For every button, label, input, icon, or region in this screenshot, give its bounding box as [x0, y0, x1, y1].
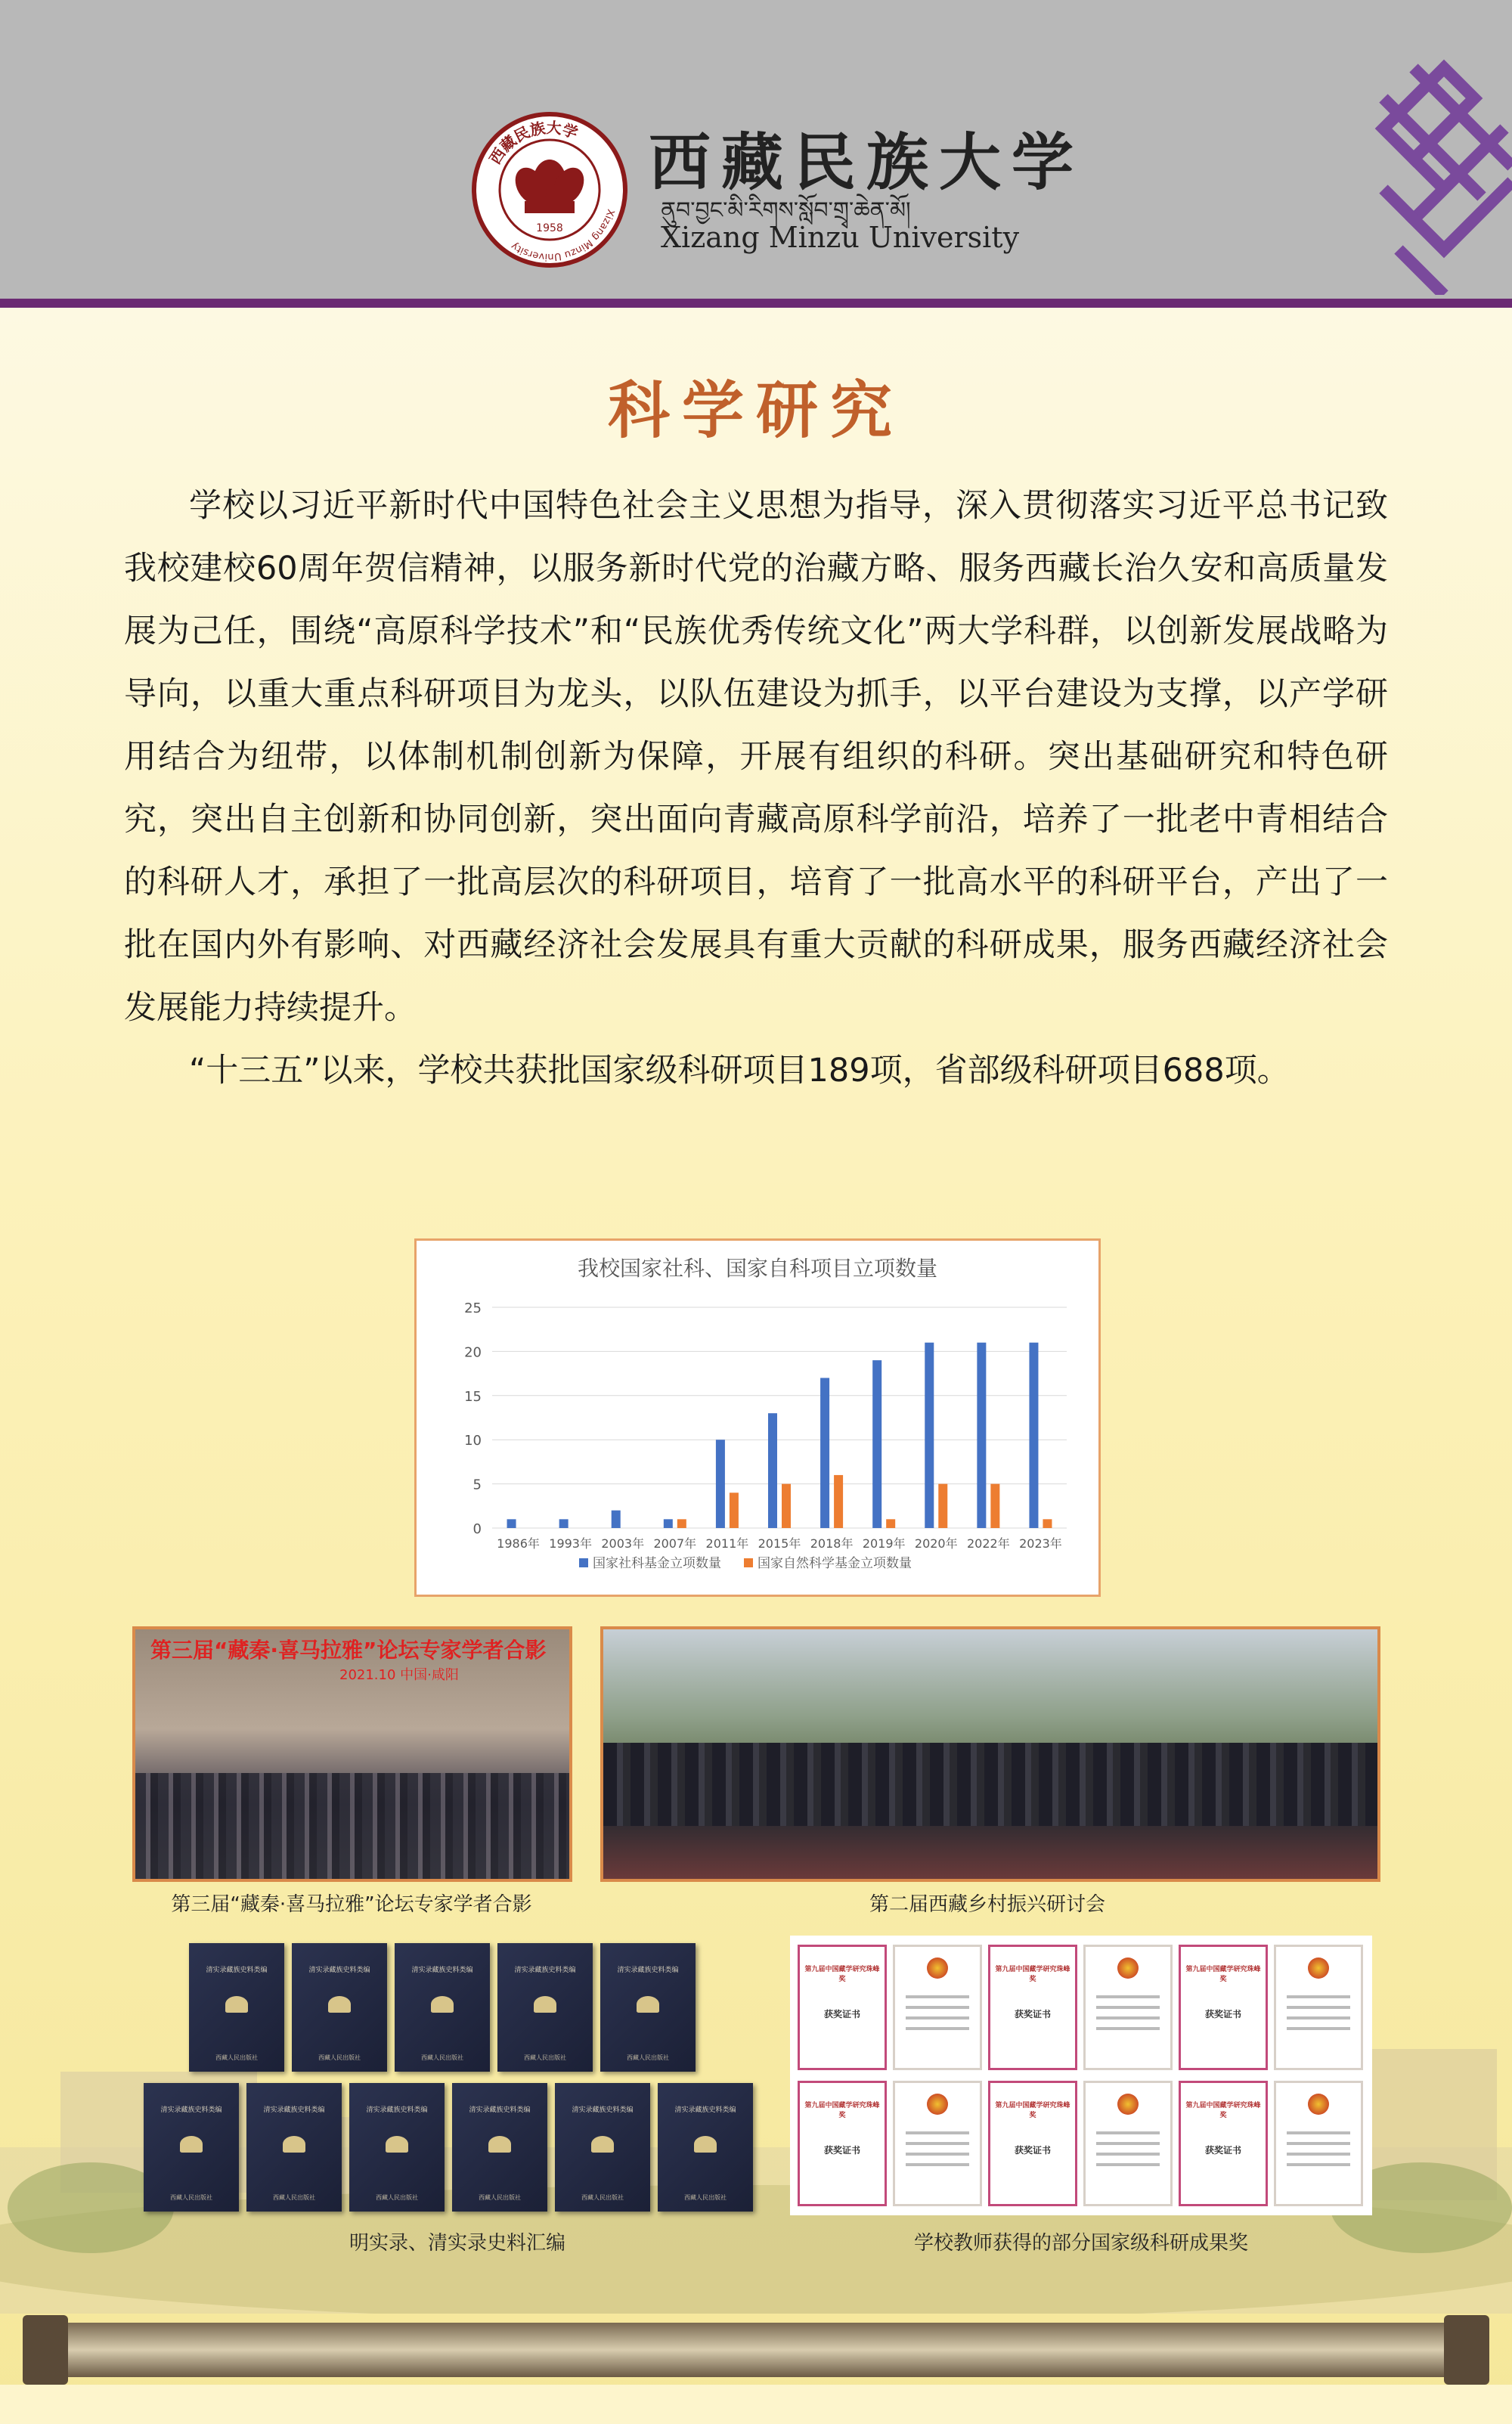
- national-emblem-icon: [927, 2094, 948, 2115]
- book-cover: [600, 1943, 696, 2072]
- chart-ytick-label: 0: [472, 1521, 482, 1537]
- certificate-text-line: [906, 2142, 969, 2145]
- certificate-title: 获奖证书: [1014, 2145, 1051, 2156]
- certificate-page: [1083, 1945, 1173, 2070]
- chart-bar: [925, 1343, 934, 1528]
- certificate-text-line: [1287, 2153, 1350, 2156]
- certificates-collage: [790, 1936, 1372, 2215]
- certificate-title: 获奖证书: [1204, 2009, 1241, 2019]
- certificate-page: [893, 1945, 982, 2070]
- chart-bar: [716, 1440, 725, 1528]
- forum-photo-crowd: [135, 1773, 569, 1879]
- book-cover: [246, 2083, 342, 2212]
- certificate-text-line: [906, 2016, 969, 2019]
- chart-xtick-label: 2003年: [601, 1536, 645, 1551]
- forum-group-photo: [132, 1626, 572, 1882]
- seal-year: 1958: [536, 222, 563, 234]
- certificate-award-name: 第九届中国藏学研究珠峰奖: [1185, 1966, 1261, 1983]
- book-emblem-icon: [591, 2136, 614, 2153]
- award-certificate: [798, 2081, 887, 2206]
- book-cover: [292, 1943, 387, 2072]
- national-emblem-icon: [927, 1957, 948, 1979]
- chart-title: 我校国家社科、国家自科项目立项数量: [577, 1256, 938, 1281]
- book-cover: [189, 1943, 284, 2072]
- certificate-text-line: [1287, 2163, 1350, 2166]
- book-title: 清实录藏族史料类编: [366, 2106, 428, 2114]
- book-title: 清实录藏族史料类编: [469, 2106, 531, 2114]
- certificate-text-line: [1096, 1995, 1160, 1998]
- certificate-text-line: [1287, 2131, 1350, 2134]
- chart-bar: [507, 1519, 516, 1528]
- book-emblem-icon: [180, 2136, 203, 2153]
- chart-xtick-label: 2022年: [966, 1536, 1010, 1551]
- book-cover: [395, 1943, 490, 2072]
- forum-photo-caption: 第三届“藏秦·喜马拉雅”论坛专家学者合影: [171, 1893, 532, 1916]
- chart-bar: [834, 1475, 843, 1528]
- certificate-page: [1274, 2081, 1363, 2206]
- book-emblem-icon: [225, 1996, 248, 2013]
- chart-legend-swatch: [579, 1558, 588, 1567]
- certificate-award-name: 第九届中国藏学研究珠峰奖: [995, 1966, 1070, 1983]
- chart-xtick-label: 1986年: [497, 1536, 540, 1551]
- chart-bar: [872, 1360, 881, 1528]
- certificate-text-line: [1287, 2016, 1350, 2019]
- book-title: 清实录藏族史料类编: [160, 2106, 222, 2114]
- certificate-text-line: [1096, 2006, 1160, 2009]
- chart-bar: [664, 1519, 673, 1528]
- chart-xtick-label: 2019年: [862, 1536, 906, 1551]
- book-title: 清实录藏族史料类编: [263, 2106, 325, 2114]
- chart-ytick-label: 10: [464, 1433, 482, 1449]
- chart-legend-label: 国家自然科学基金立项数量: [758, 1556, 912, 1571]
- certificate-text-line: [1096, 2016, 1160, 2019]
- book-cover: [452, 2083, 547, 2212]
- book-publisher: 西藏人民出版社: [581, 2194, 624, 2201]
- book-publisher: 西藏人民出版社: [215, 2054, 258, 2061]
- certificate-text-line: [906, 2006, 969, 2009]
- book-cover: [349, 2083, 445, 2212]
- book-title: 清实录藏族史料类编: [572, 2106, 634, 2114]
- chart-bar: [782, 1484, 791, 1528]
- endless-knot-icon: [1368, 53, 1512, 295]
- book-emblem-icon: [534, 1996, 556, 2013]
- scroll-rod-decoration: [0, 2297, 1512, 2424]
- chart-bar: [990, 1484, 999, 1528]
- seminar-group-photo: [600, 1626, 1380, 1882]
- book-emblem-icon: [431, 1996, 454, 2013]
- certificate-text-line: [1096, 2131, 1160, 2134]
- chart-bar: [977, 1343, 986, 1528]
- seal-ring-text: 西藏民族大学: [485, 118, 581, 168]
- body-text: [124, 475, 1388, 1102]
- book-emblem-icon: [283, 2136, 305, 2153]
- chart-xtick-label: 2018年: [810, 1536, 854, 1551]
- chart-xtick-label: 1993年: [549, 1536, 593, 1551]
- book-cover: [658, 2083, 753, 2212]
- certificates-caption: 学校教师获得的部分国家级科研成果奖: [913, 2232, 1248, 2255]
- award-certificate: [988, 1945, 1077, 2070]
- certificate-text-line: [906, 1995, 969, 1998]
- chart-xtick-label: 2020年: [914, 1536, 958, 1551]
- chart-bar: [820, 1378, 829, 1528]
- certificate-text-line: [906, 2131, 969, 2134]
- national-emblem-icon: [1117, 1957, 1139, 1979]
- certificate-award-name: 第九届中国藏学研究珠峰奖: [1185, 2102, 1261, 2119]
- certificate-page: [1274, 1945, 1363, 2070]
- book-emblem-icon: [386, 2136, 408, 2153]
- chart-bar: [1043, 1519, 1052, 1528]
- award-certificate: [798, 1945, 887, 2070]
- book-title: 清实录藏族史料类编: [514, 1967, 576, 1974]
- chart-ytick-label: 5: [472, 1477, 482, 1493]
- certificate-text-line: [1096, 2027, 1160, 2030]
- certificate-title: 获奖证书: [1014, 2009, 1051, 2019]
- chart-bar: [768, 1413, 777, 1528]
- chart-legend-swatch: [744, 1558, 753, 1567]
- project-count-chart: [414, 1238, 1101, 1597]
- book-publisher: 西藏人民出版社: [421, 2054, 463, 2061]
- seminar-photo-crowd: [603, 1743, 1377, 1826]
- chart-xtick-label: 2007年: [653, 1536, 697, 1551]
- chart-ytick-label: 25: [464, 1300, 482, 1316]
- certificate-title: 获奖证书: [823, 2009, 860, 2019]
- certificate-text-line: [906, 2027, 969, 2030]
- certificate-page: [893, 2081, 982, 2206]
- university-name-cn: 西藏民族大学: [649, 126, 1085, 199]
- book-emblem-icon: [328, 1996, 351, 2013]
- book-publisher: 西藏人民出版社: [273, 2194, 315, 2201]
- university-name-en: Xizang Minzu University: [661, 221, 1020, 254]
- book-publisher: 西藏人民出版社: [170, 2194, 212, 2201]
- book-cover: [555, 2083, 650, 2212]
- certificate-text-line: [1096, 2142, 1160, 2145]
- chart-xtick-label: 2023年: [1019, 1536, 1062, 1551]
- forum-photo-banner: 第三届“藏秦·喜马拉雅”论坛专家学者合影: [150, 1638, 547, 1663]
- certificate-text-line: [1287, 1995, 1350, 1998]
- book-emblem-icon: [694, 2136, 717, 2153]
- books-caption: 明实录、清实录史料汇编: [349, 2232, 565, 2255]
- section-title: 科学研究: [607, 375, 904, 447]
- national-emblem-icon: [1308, 1957, 1329, 1979]
- book-cover: [144, 2083, 239, 2212]
- chart-bar: [559, 1519, 569, 1528]
- certificate-page: [1083, 2081, 1173, 2206]
- award-certificate: [1179, 1945, 1268, 2070]
- chart-xtick-label: 2011年: [705, 1536, 749, 1551]
- chart-xtick-label: 2015年: [758, 1536, 801, 1551]
- book-title: 清实录藏族史料类编: [411, 1967, 473, 1974]
- certificate-title: 获奖证书: [1204, 2145, 1241, 2156]
- certificate-text-line: [1287, 2006, 1350, 2009]
- certificate-text-line: [1096, 2153, 1160, 2156]
- chart-bar: [886, 1519, 895, 1528]
- book-title: 清实录藏族史料类编: [206, 1967, 268, 1974]
- certificate-text-line: [1287, 2142, 1350, 2145]
- certificate-award-name: 第九届中国藏学研究珠峰奖: [995, 2102, 1070, 2119]
- book-publisher: 西藏人民出版社: [684, 2194, 727, 2201]
- certificate-text-line: [906, 2163, 969, 2166]
- book-cover: [497, 1943, 593, 2072]
- paragraph-2: “十三五”以来，学校共获批国家级科研项目189项，省部级科研项目688项。: [189, 1052, 1290, 1090]
- certificate-title: 获奖证书: [823, 2145, 860, 2156]
- book-publisher: 西藏人民出版社: [524, 2054, 566, 2061]
- book-publisher: 西藏人民出版社: [376, 2194, 418, 2201]
- chart-ytick-label: 20: [464, 1344, 482, 1361]
- certificate-text-line: [1096, 2163, 1160, 2166]
- book-publisher: 西藏人民出版社: [627, 2054, 669, 2061]
- book-title: 清实录藏族史料类编: [617, 1967, 679, 1974]
- certificate-award-name: 第九届中国藏学研究珠峰奖: [804, 2102, 880, 2119]
- award-certificate: [988, 2081, 1077, 2206]
- book-title: 清实录藏族史料类编: [674, 2106, 736, 2114]
- book-publisher: 西藏人民出版社: [479, 2194, 521, 2201]
- book-emblem-icon: [488, 2136, 511, 2153]
- chart-bar: [612, 1511, 621, 1528]
- books-collage: [144, 1943, 771, 2215]
- seminar-photo-caption: 第二届西藏乡村振兴研讨会: [869, 1893, 1105, 1916]
- certificate-text-line: [1287, 2027, 1350, 2030]
- national-emblem-icon: [1117, 2094, 1139, 2115]
- book-emblem-icon: [637, 1996, 659, 2013]
- university-name-tibetan: ནུབ་བྱང་མི་རིགས་སློབ་གྲྭ་ཆེན་མོ།: [661, 197, 911, 224]
- chart-bar: [730, 1493, 739, 1528]
- paragraph-1: 学校以习近平新时代中国特色社会主义思想为指导，深入贯彻落实习近平总书记致我校建校60周年贺信精神，以服务新时代党的治藏方略、服务西藏长治久安和高质量发展为己任，围绕“高原科学技术”和“民族优秀传统文化”两大学科群，以创新发展战略为导向，以重大重点科研项目为龙头，以队伍建设为抓手，以平台建设为支撑，以产学研用结合为纽带，以体制机制创新为保障，开展有组织的科研。突出基础研究和特色研究，突出自主创新和协同创新，突出面向青藏高原科学前沿，培养了一批老中青相结合的科研人才，承担了一批高层次的科研项目，培育了一批高水平的科研平台，产出了一批在国内外有影响、对西藏经济社会发展具有重大贡献的科研成果，服务西藏经济社会发展能力持续提升。: [124, 487, 1388, 1027]
- chart-bar: [677, 1519, 686, 1528]
- chart-legend-label: 国家社科基金立项数量: [593, 1556, 721, 1571]
- national-emblem-icon: [1308, 2094, 1329, 2115]
- chart-bar: [938, 1484, 947, 1528]
- certificate-text-line: [906, 2153, 969, 2156]
- seal-ring-en: Xizang Minzu University: [509, 207, 617, 263]
- award-certificate: [1179, 2081, 1268, 2206]
- header-divider: [0, 299, 1512, 308]
- book-publisher: 西藏人民出版社: [318, 2054, 361, 2061]
- book-title: 清实录藏族史料类编: [308, 1967, 370, 1974]
- forum-photo-date: 2021.10 中国·咸阳: [339, 1667, 459, 1683]
- chart-bar: [1029, 1343, 1038, 1528]
- chart-ytick-label: 15: [464, 1388, 482, 1405]
- university-seal-logo: [470, 110, 629, 269]
- certificate-award-name: 第九届中国藏学研究珠峰奖: [804, 1966, 880, 1983]
